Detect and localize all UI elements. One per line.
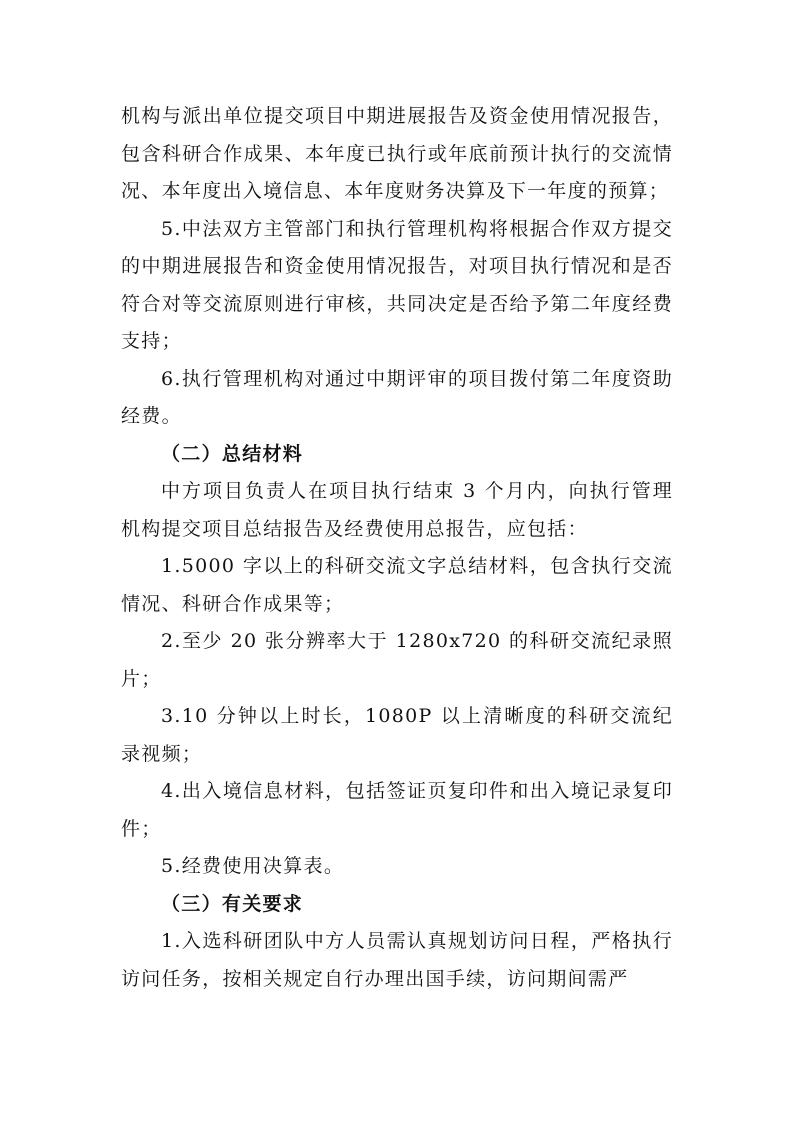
paragraph-summary-item-1: 1.5000 字以上的科研交流文字总结材料，包含执行交流情况、科研合作成果等； — [121, 555, 673, 615]
paragraph-summary-item-3: 3.10 分钟以上时长，1080P 以上清晰度的科研交流纪录视频； — [121, 705, 673, 765]
paragraph-summary-item-4: 4.出入境信息材料，包括签证页复印件和出入境记录复印件； — [121, 780, 673, 840]
paragraph-summary-item-5: 5.经费使用决算表。 — [161, 855, 345, 877]
paragraph-summary-item-2: 2.至少 20 张分辨率大于 1280x720 的科研交流纪录照片； — [121, 630, 673, 690]
section-heading-summary-materials: （二）总结材料 — [161, 442, 304, 465]
paragraph-summary-intro: 中方项目负责人在项目执行结束 3 个月内，向执行管理机构提交项目总结报告及经费使用总报告，应包括： — [121, 480, 673, 540]
paragraph-item-6: 6.执行管理机构对通过中期评审的项目拨付第二年度资助经费。 — [121, 367, 673, 427]
paragraph-continued: 机构与派出单位提交项目中期进展报告及资金使用情况报告，包含科研合作成果、本年度已执行或年底前预计执行的交流情况、本年度出入境信息、本年度财务决算及下一年度的预算； — [121, 105, 673, 202]
paragraph-item-5: 5.中法双方主管部门和执行管理机构将根据合作双方提交的中期进展报告和资金使用情况报告，对项目执行情况和是否符合对等交流原则进行审核，共同决定是否给予第二年度经费支持； — [121, 217, 673, 352]
section-heading-requirements: （三）有关要求 — [161, 892, 304, 915]
document-body — [121, 98, 673, 998]
paragraph-requirements-item-1: 1.入选科研团队中方人员需认真规划访问日程，严格执行访问任务，按相关规定自行办理出国手续，访问期间需严 — [121, 930, 673, 990]
